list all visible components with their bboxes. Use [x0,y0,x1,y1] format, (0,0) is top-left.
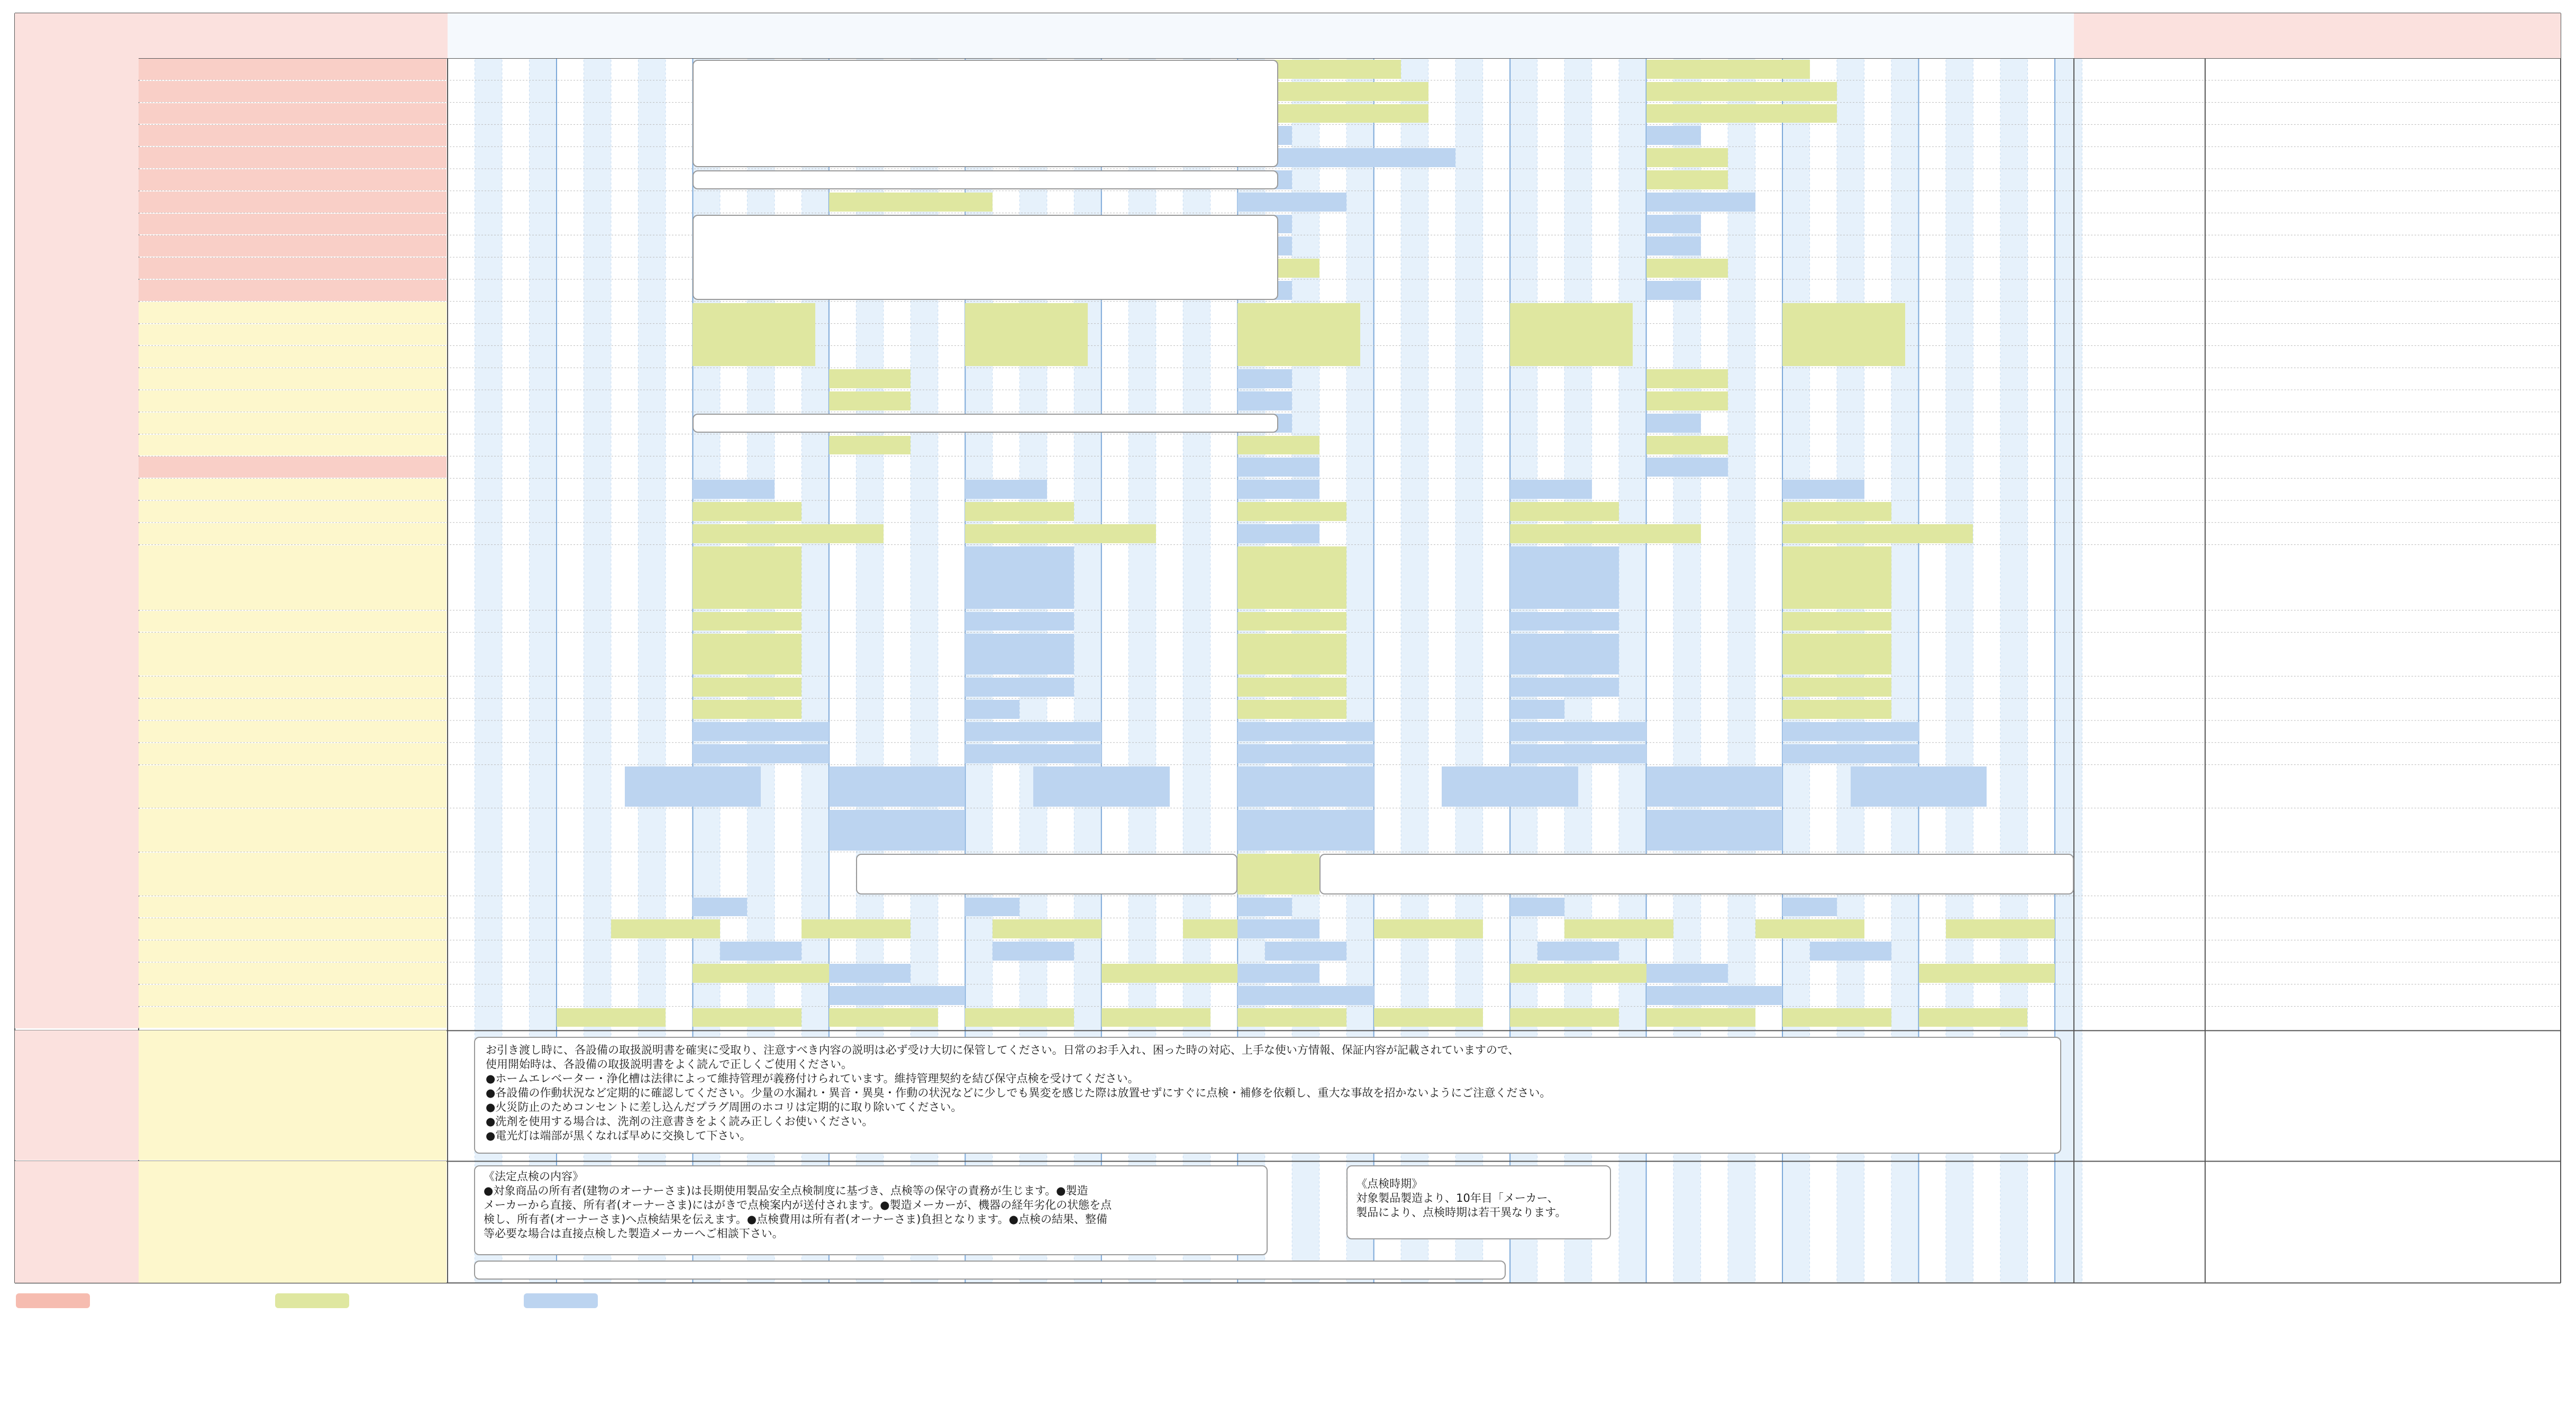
maintenance-task [1782,546,1891,609]
general-note-line: ●各設備の作動状況など定期的に確認してください。少量の水漏れ・異音・異臭・作動の状況などに少しでも異変を感じた際は放置せずにすぐに点検・補修を依頼し、重大な事故を招かないようにご注意ください。 [486,1087,1551,1100]
memo-text [2205,743,2561,765]
item-label [139,59,447,80]
maintenance-task [1782,634,1891,674]
maintenance-task [720,942,802,961]
maintenance-task [1237,700,1346,719]
general-note-line: ●火災防止のためコンセントに差し込んだプラグ周囲のホコリは定期的に取り除いてください。 [486,1100,962,1113]
maintenance-task [1646,281,1701,300]
maintenance-task [1782,898,1837,917]
maintenance-task [1646,148,1728,167]
maintenance-task [1237,766,1373,807]
memo-text [2205,324,2561,346]
item-label [139,918,447,939]
item-label [139,214,447,235]
maintenance-task [1237,303,1360,366]
memo-text [2205,610,2561,699]
item-label [139,147,447,168]
maintenance-task [1646,1008,1755,1027]
maintenance-task [1374,919,1483,938]
maintenance-task [829,986,965,1005]
special-pad [139,1161,447,1283]
legal-inspection-box [474,1165,1268,1255]
maintenance-task [829,766,965,807]
item-label [139,457,447,478]
item-label [139,346,447,367]
maintenance-task [693,634,802,674]
maintenance-task [1237,391,1292,410]
maintenance-task [829,193,993,212]
inspection-note-box [693,414,1278,433]
legal-box-line: 検し、所有者(オーナーさま)へ点検結果を伝えます。●点検費用は所有者(オーナーさま)負担となります。●点検の結果、整備 [484,1213,1108,1226]
maintenance-task [1646,82,1837,101]
item-label [139,677,447,698]
maintenance-task [1510,612,1619,631]
maintenance-task [1510,744,1646,763]
general-note-line: ●ホームエレベーター・浄化槽は法律によって維持管理が義務付けられています。維持管理契約を結び保守点検を受けてください。 [486,1072,1139,1085]
category-cell [15,58,139,213]
category-cell [15,1161,139,1283]
maintenance-task [1510,678,1619,697]
maintenance-task [1919,1008,2028,1027]
inspection-note-box [693,170,1278,189]
maintenance-task [1442,766,1578,807]
header-part [15,13,448,58]
maintenance-task [965,612,1074,631]
legal-box-line: ●対象商品の所有者(建物のオーナーさま)は長期使用製品安全点検制度に基づき、点検等の保守の責務が生じます。●製造 [484,1184,1088,1198]
maintenance-task [1782,744,1918,763]
maintenance-task [802,919,911,938]
maintenance-task [1510,502,1619,521]
category-cell [15,213,139,302]
item-label [139,324,447,345]
maintenance-task [1646,193,1755,212]
maintenance-task [993,942,1074,961]
maintenance-task [965,744,1101,763]
maintenance-task [1646,766,1782,807]
maintenance-task [1782,502,1891,521]
maintenance-task [1237,722,1373,741]
category-cell [15,743,139,1029]
maintenance-task [1755,919,1864,938]
item-label [139,302,447,323]
maintenance-task [693,524,883,543]
category-cell [15,1030,139,1160]
maintenance-task [1782,612,1891,631]
maintenance-task [965,1008,1074,1027]
timing-box-line: 対象製品製造より、10年目「メーカー、 [1356,1192,1559,1205]
inspection-note-box [1319,854,2074,894]
maintenance-task [965,634,1074,674]
maintenance-task [1237,810,1373,851]
maintenance-task [693,546,802,609]
maintenance-task [693,744,829,763]
maintenance-task [693,678,802,697]
maintenance-task [1646,170,1728,189]
item-label [139,941,447,962]
maintenance-task [1033,766,1169,807]
timing-box-line: 製品により、点検時期は若干異なります。 [1356,1206,1567,1219]
maintenance-task [1510,524,1700,543]
item-label [139,853,447,896]
category-cell [15,698,139,720]
maintenance-task [1646,964,1728,983]
item-label [139,258,447,279]
memo-text [2205,918,2561,940]
header-timeline-bg [448,13,2074,58]
item-label [139,390,447,412]
maintenance-task [829,369,911,388]
item-label [139,368,447,389]
item-label [139,523,447,544]
maintenance-task [993,919,1102,938]
maintenance-task [1646,391,1728,410]
maintenance-task [829,810,965,851]
maintenance-task [1237,502,1346,521]
item-label [139,743,447,764]
maintenance-task [1237,546,1346,609]
maintenance-task [1237,919,1319,938]
maintenance-task [1102,964,1237,983]
maintenance-task [1237,436,1319,455]
general-note-line: ●洗剤を使用する場合は、洗剤の注意書きをよく読み正しくお使いください。 [486,1115,873,1128]
maintenance-task [1265,942,1346,961]
category-cell [15,610,139,633]
header-memo [2074,13,2561,58]
item-label [139,191,447,213]
maintenance-task [1102,1008,1210,1027]
maintenance-task [1646,60,1810,79]
maintenance-task [1237,634,1346,674]
maintenance-task [965,722,1101,741]
category-cell [15,676,139,698]
maintenance-task [1646,810,1782,851]
maintenance-task [1810,942,1891,961]
inspection-note-box [693,215,1278,300]
maintenance-task [1510,546,1619,609]
maintenance-task [1237,744,1373,763]
item-label [139,125,447,146]
category-cell [15,720,139,743]
maintenance-task [693,898,747,917]
inspection-note-box [693,60,1278,167]
item-label [139,435,447,456]
memo-text [2205,852,2561,896]
maintenance-task [1782,722,1918,741]
maintenance-task [1646,986,1782,1005]
maintenance-task [1510,898,1564,917]
maintenance-task [1237,678,1346,697]
item-label [139,699,447,720]
maintenance-task [1237,480,1319,499]
inspection-note-box [856,854,1237,894]
maintenance-task [1646,414,1701,433]
maintenance-task [1510,303,1633,366]
memo-text [2205,962,2561,984]
maintenance-task [1374,1008,1483,1027]
maintenance-task [1646,236,1701,255]
item-label [139,963,447,984]
maintenance-task [1646,436,1728,455]
maintenance-task [1510,634,1619,674]
maintenance-task [965,303,1088,366]
category-cell [15,456,139,478]
maintenance-task [1782,1008,1891,1027]
maintenance-task [1782,700,1891,719]
item-label [139,501,447,522]
maintenance-task [1510,964,1646,983]
maintenance-task [1237,986,1373,1005]
maintenance-task [965,700,1020,719]
maintenance-task [1646,369,1728,388]
item-label [139,633,447,675]
general-note-line: ●電光灯は端部が黒くなれば早めに交換して下さい。 [486,1129,751,1142]
maintenance-task [829,436,911,455]
memo-text [2205,1007,2561,1029]
maintenance-task [965,480,1046,499]
maintenance-task [965,898,1020,917]
legend-swatch [524,1293,598,1308]
maintenance-task [625,766,761,807]
item-label [139,235,447,257]
memo-text [2205,302,2561,324]
maintenance-task [1237,1008,1346,1027]
maintenance-task [829,391,911,410]
maintenance-task [965,678,1074,697]
maintenance-task [1646,104,1837,123]
maintenance-task [693,964,829,983]
maintenance-task [965,524,1155,543]
memo-text [2205,940,2561,962]
maintenance-task [557,1008,666,1027]
maintenance-task [1782,480,1864,499]
maintenance-task [1237,898,1292,917]
maintenance-task [1564,919,1673,938]
maintenance-task [1537,942,1619,961]
maintenance-task [1919,964,2055,983]
maintenance-task [693,480,774,499]
general-note-line: 使用開始時は、各設備の取扱説明書をよく読んで正しくご使用ください。 [486,1058,852,1071]
maintenance-task [693,1008,802,1027]
maintenance-task [829,1008,938,1027]
maintenance-task [693,612,802,631]
legend-swatch [16,1293,90,1308]
maintenance-task [693,700,802,719]
category-cell [15,302,139,457]
maintenance-task [611,919,720,938]
maintenance-task [1851,766,1987,807]
maintenance-task [1237,854,1319,894]
maintenance-task [1510,722,1646,741]
maintenance-task [965,546,1074,609]
legend-swatch [275,1293,349,1308]
category-cell [15,632,139,676]
item-label [139,611,447,632]
maintenance-task [693,303,815,366]
maintenance-task [1782,678,1891,697]
item-label [139,280,447,301]
maintenance-task [1237,524,1319,543]
maintenance-task [1237,612,1346,631]
item-label [139,81,447,102]
item-label [139,479,447,500]
category-cell [15,500,139,545]
maintenance-task [693,722,829,741]
memo-text [2205,765,2561,808]
item-label [139,1007,447,1028]
category-cell [15,478,139,500]
legal-box-line: 《法定点検の内容》 [484,1170,584,1183]
other-pad [139,1030,447,1160]
maintenance-task [1646,259,1728,278]
maintenance-task [1237,458,1319,477]
maintenance-task [1782,524,1973,543]
maintenance-task [1782,303,1905,366]
maintenance-task [965,502,1074,521]
timing-box-line: 《点検時期》 [1356,1177,1423,1191]
maintenance-task [1510,1008,1619,1027]
category-cell [15,545,139,610]
general-care-note [474,1037,2061,1154]
item-label [139,985,447,1006]
item-label [139,103,447,124]
inspection-timing-box [1346,1165,1611,1239]
maintenance-task [1510,700,1564,719]
maintenance-task [693,502,802,521]
item-label [139,765,447,808]
legal-box-line: メーカーから直接、所有者(オーナーさま)にはがきで点検案内が送付されます。●製造メーカーが、機器の経年劣化の状態を点 [484,1199,1112,1212]
item-label [139,809,447,852]
item-label [139,545,447,610]
maintenance-task [1237,964,1319,983]
item-label [139,169,447,190]
maintenance-task [1183,919,1237,938]
maintenance-task [1237,369,1292,388]
special-products-definition [474,1261,1506,1280]
maintenance-task [1510,480,1591,499]
legal-box-line: 等必要な場合は直接点検した製造メーカーへご相談下さい。 [484,1227,784,1240]
item-label [139,413,447,434]
item-label [139,721,447,742]
general-note-line: お引き渡し時に、各設備の取扱説明書を確実に受取り、注意すべき内容の説明は必ず受け大切に保管してください。日常のお手入れ、困った時の対応、上手な使い方情報、保証内容が記載されていますので、 [486,1044,1519,1057]
maintenance-task [1646,458,1728,477]
maintenance-task [1237,193,1346,212]
memo-text [2205,500,2561,523]
maintenance-task [1646,215,1701,234]
item-label [139,897,447,918]
maintenance-task [829,964,911,983]
maintenance-task [1646,126,1701,145]
maintenance-task [1946,919,2055,938]
